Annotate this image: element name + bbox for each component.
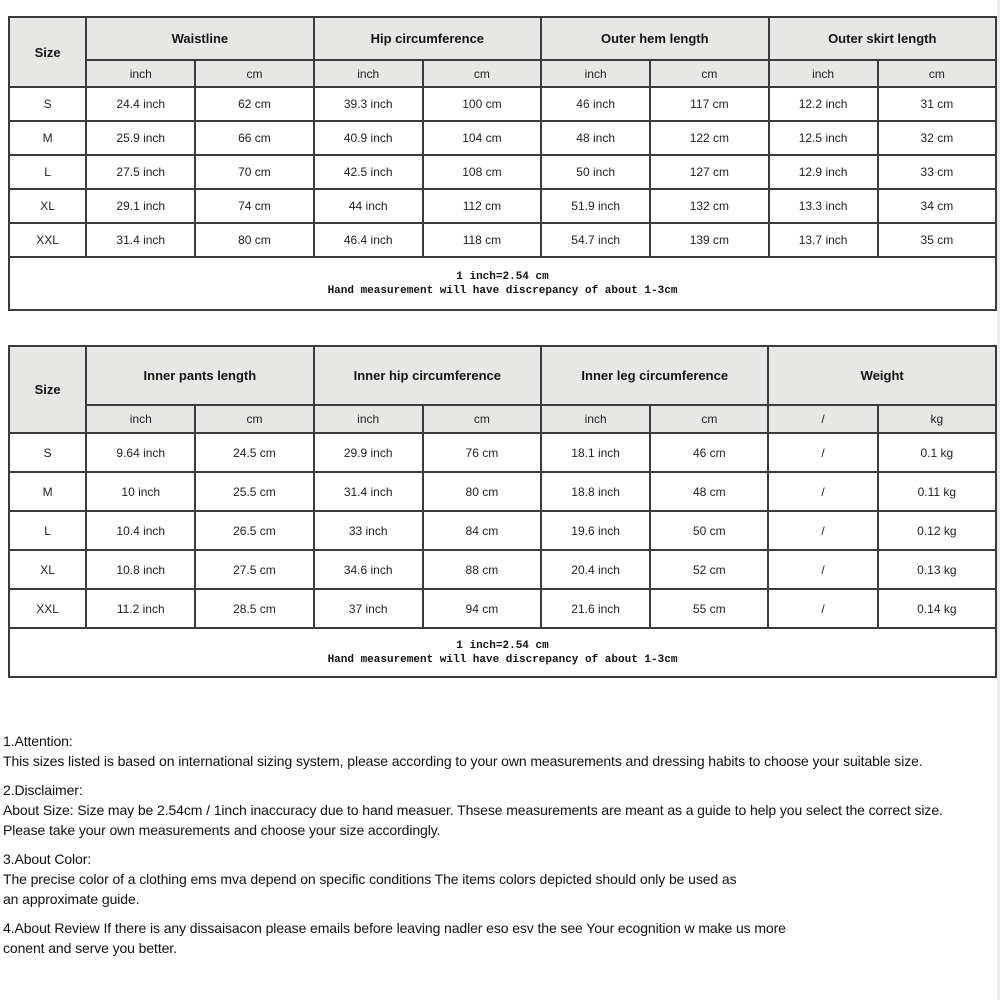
table-row-size-xxl	[9, 589, 996, 628]
group-header-weight: Weight	[768, 346, 996, 405]
size-label: XXL	[9, 223, 86, 257]
measurement-cell: 50 inch	[541, 155, 650, 189]
table-row-size-xl	[9, 550, 996, 589]
unit-header: /	[768, 405, 877, 433]
measurement-cell: 35 cm	[878, 223, 996, 257]
measurement-cell: 118 cm	[423, 223, 541, 257]
table-row-size-m	[9, 472, 996, 511]
group-header-inner-pants-length: Inner pants length	[86, 346, 313, 405]
measurement-cell: 50 cm	[650, 511, 768, 550]
unit-header: inch	[769, 60, 878, 87]
note-line: The precise color of a clothing ems mva depend on specific conditions The items colors depicted should only be used as	[3, 871, 737, 887]
footnote-line-discrepancy: Hand measurement will have discrepancy of about 1-3cm	[327, 284, 678, 297]
table-row-size-m	[9, 121, 996, 155]
measurement-cell: 13.3 inch	[769, 189, 878, 223]
unit-header: inch	[541, 405, 650, 433]
measurement-cell: 84 cm	[423, 511, 541, 550]
table-row-size-xxl	[9, 223, 996, 257]
table-row-size-s	[9, 87, 996, 121]
unit-header: cm	[423, 405, 541, 433]
measurement-cell: 108 cm	[423, 155, 541, 189]
unit-header: cm	[878, 60, 996, 87]
measurement-cell: 139 cm	[650, 223, 768, 257]
note-line: conent and serve you better.	[3, 940, 177, 956]
measurement-cell: 32 cm	[878, 121, 996, 155]
notes-section	[3, 731, 1000, 967]
measurement-cell: 29.9 inch	[314, 433, 423, 472]
size-label: L	[9, 511, 86, 550]
measurement-cell: 26.5 cm	[195, 511, 313, 550]
size-label: L	[9, 155, 86, 189]
measurement-cell: 10.4 inch	[86, 511, 195, 550]
measurement-cell: 24.5 cm	[195, 433, 313, 472]
measurement-cell: 34 cm	[878, 189, 996, 223]
size-column-header: Size	[9, 17, 86, 87]
group-header-inner-hip-circumference: Inner hip circumference	[314, 346, 541, 405]
group-header-inner-leg-circumference: Inner leg circumference	[541, 346, 768, 405]
measurement-cell: /	[768, 433, 877, 472]
note-paragraph-1	[3, 731, 1000, 771]
measurement-cell: 20.4 inch	[541, 550, 650, 589]
measurement-cell: 10.8 inch	[86, 550, 195, 589]
unit-header: inch	[86, 60, 195, 87]
footnote-line-conversion: 1 inch=2.54 cm	[456, 270, 549, 283]
size-label: S	[9, 433, 86, 472]
measurement-cell: 37 inch	[314, 589, 423, 628]
measurement-cell: 46 inch	[541, 87, 650, 121]
measurement-cell: 31.4 inch	[314, 472, 423, 511]
footnote-cell	[9, 257, 996, 310]
measurement-cell: 80 cm	[423, 472, 541, 511]
measurement-cell: 62 cm	[195, 87, 313, 121]
measurement-cell: 46.4 inch	[314, 223, 423, 257]
note-line: 2.Disclaimer:	[3, 782, 83, 798]
group-header-outer-hem-length: Outer hem length	[541, 17, 768, 60]
measurement-cell: 11.2 inch	[86, 589, 195, 628]
measurement-cell: 34.6 inch	[314, 550, 423, 589]
measurement-cell: 12.5 inch	[769, 121, 878, 155]
outer-size-chart	[8, 16, 997, 311]
note-line: 3.About Color:	[3, 851, 92, 867]
note-line: About Size: Size may be 2.54cm / 1inch inaccuracy due to hand measuer. Thsese measurements are meant as a guide to help you select the correct size.	[3, 802, 943, 818]
measurement-cell: 104 cm	[423, 121, 541, 155]
size-label: XL	[9, 550, 86, 589]
measurement-cell: 31.4 inch	[86, 223, 195, 257]
unit-header: inch	[86, 405, 195, 433]
inner-size-chart	[8, 345, 997, 678]
measurement-cell: 31 cm	[878, 87, 996, 121]
measurement-cell: 44 inch	[314, 189, 423, 223]
measurement-cell: 74 cm	[195, 189, 313, 223]
measurement-cell: 70 cm	[195, 155, 313, 189]
unit-header: cm	[195, 405, 313, 433]
measurement-cell: 9.64 inch	[86, 433, 195, 472]
measurement-cell: 127 cm	[650, 155, 768, 189]
measurement-cell: 39.3 inch	[314, 87, 423, 121]
measurement-cell: 40.9 inch	[314, 121, 423, 155]
note-paragraph-3	[3, 849, 1000, 909]
table-row-size-l	[9, 511, 996, 550]
measurement-cell: /	[768, 511, 877, 550]
measurement-cell: 0.14 kg	[878, 589, 996, 628]
measurement-cell: /	[768, 589, 877, 628]
measurement-cell: 0.11 kg	[878, 472, 996, 511]
measurement-cell: 27.5 inch	[86, 155, 195, 189]
unit-header: cm	[650, 405, 768, 433]
note-paragraph-2	[3, 780, 1000, 840]
measurement-cell: 12.9 inch	[769, 155, 878, 189]
unit-header: kg	[878, 405, 996, 433]
inner-size-chart-container	[8, 345, 997, 678]
measurement-cell: 80 cm	[195, 223, 313, 257]
measurement-cell: 25.5 cm	[195, 472, 313, 511]
measurement-cell: 52 cm	[650, 550, 768, 589]
measurement-cell: 117 cm	[650, 87, 768, 121]
note-line: an approximate guide.	[3, 891, 140, 907]
measurement-cell: 48 cm	[650, 472, 768, 511]
measurement-cell: 0.13 kg	[878, 550, 996, 589]
measurement-cell: 19.6 inch	[541, 511, 650, 550]
measurement-cell: /	[768, 472, 877, 511]
size-label: XL	[9, 189, 86, 223]
measurement-cell: 33 inch	[314, 511, 423, 550]
measurement-cell: 21.6 inch	[541, 589, 650, 628]
measurement-cell: 66 cm	[195, 121, 313, 155]
measurement-cell: 27.5 cm	[195, 550, 313, 589]
measurement-cell: 12.2 inch	[769, 87, 878, 121]
note-line: Please take your own measurements and choose your size accordingly.	[3, 822, 441, 838]
measurement-cell: 76 cm	[423, 433, 541, 472]
table-row-size-l	[9, 155, 996, 189]
footnote-line-conversion: 1 inch=2.54 cm	[456, 639, 549, 652]
measurement-cell: 94 cm	[423, 589, 541, 628]
measurement-cell: 42.5 inch	[314, 155, 423, 189]
unit-header: cm	[195, 60, 313, 87]
measurement-cell: 18.8 inch	[541, 472, 650, 511]
measurement-cell: 28.5 cm	[195, 589, 313, 628]
measurement-cell: 55 cm	[650, 589, 768, 628]
measurement-cell: 33 cm	[878, 155, 996, 189]
measurement-cell: 29.1 inch	[86, 189, 195, 223]
group-header-outer-skirt-length: Outer skirt length	[769, 17, 997, 60]
measurement-cell: 24.4 inch	[86, 87, 195, 121]
measurement-cell: 88 cm	[423, 550, 541, 589]
size-column-header: Size	[9, 346, 86, 433]
unit-header: cm	[423, 60, 541, 87]
measurement-cell: /	[768, 550, 877, 589]
measurement-cell: 0.12 kg	[878, 511, 996, 550]
outer-size-chart-container	[8, 16, 997, 311]
note-paragraph-4	[3, 918, 1000, 958]
measurement-cell: 48 inch	[541, 121, 650, 155]
table-row-size-xl	[9, 189, 996, 223]
unit-header: cm	[650, 60, 768, 87]
group-header-hip-circumference: Hip circumference	[314, 17, 541, 60]
measurement-cell: 122 cm	[650, 121, 768, 155]
note-line: This sizes listed is based on international sizing system, please according to your own measurements and dressing habits to choose your suitable size.	[3, 753, 923, 769]
footnote-cell	[9, 628, 996, 677]
note-line: 1.Attention:	[3, 733, 73, 749]
footnote-line-discrepancy: Hand measurement will have discrepancy of about 1-3cm	[327, 653, 678, 666]
size-label: S	[9, 87, 86, 121]
measurement-cell: 112 cm	[423, 189, 541, 223]
measurement-cell: 132 cm	[650, 189, 768, 223]
size-label: XXL	[9, 589, 86, 628]
measurement-cell: 51.9 inch	[541, 189, 650, 223]
measurement-cell: 0.1 kg	[878, 433, 996, 472]
note-line: 4.About Review If there is any dissaisacon please emails before leaving nadler eso esv the see Your ecognition w make us more	[3, 920, 786, 936]
size-label: M	[9, 472, 86, 511]
unit-header: inch	[541, 60, 650, 87]
measurement-cell: 100 cm	[423, 87, 541, 121]
measurement-cell: 13.7 inch	[769, 223, 878, 257]
measurement-cell: 46 cm	[650, 433, 768, 472]
measurement-cell: 54.7 inch	[541, 223, 650, 257]
table-row-size-s	[9, 433, 996, 472]
unit-header: inch	[314, 405, 423, 433]
measurement-cell: 18.1 inch	[541, 433, 650, 472]
size-label: M	[9, 121, 86, 155]
measurement-cell: 10 inch	[86, 472, 195, 511]
measurement-cell: 25.9 inch	[86, 121, 195, 155]
unit-header: inch	[314, 60, 423, 87]
group-header-waistline: Waistline	[86, 17, 313, 60]
